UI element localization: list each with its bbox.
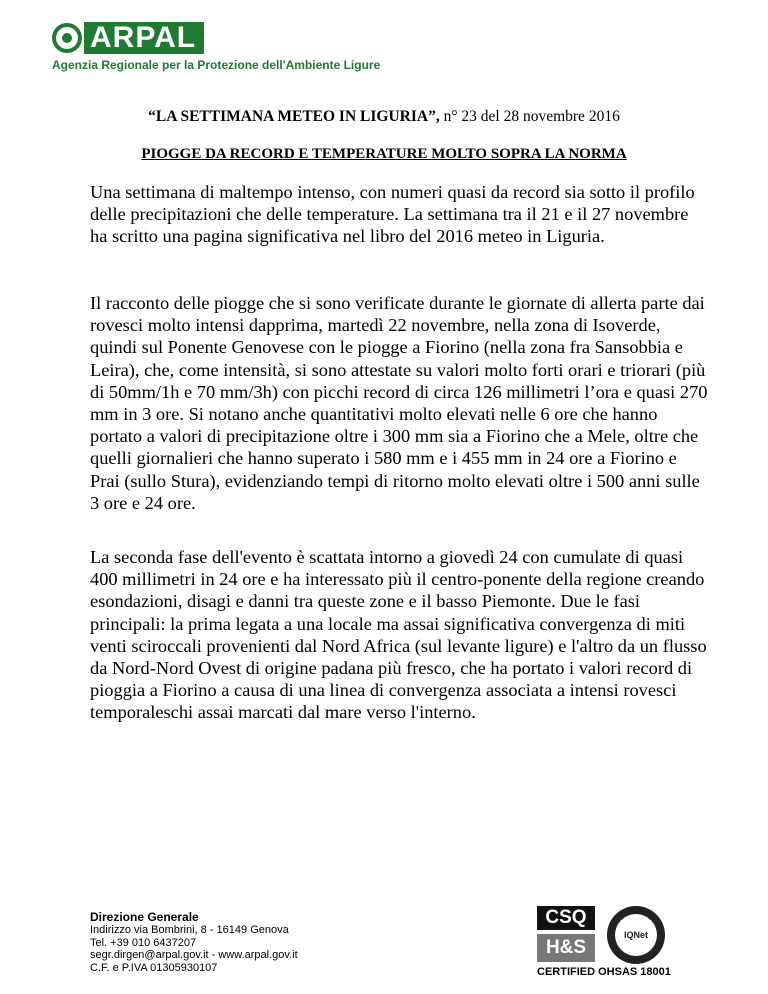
bulletin-headline: [0, 108, 768, 126]
footer-phone: Tel. +39 010 6437207: [90, 936, 197, 949]
footer-contacts: [90, 911, 298, 975]
arpal-logo-icon: [52, 23, 82, 53]
bulletin-issue: n° 23 del 28 novembre 2016: [439, 108, 620, 125]
hs-logo: H&S: [537, 934, 595, 962]
bulletin-title: “LA SETTIMANA METEO IN LIGURIA”,: [148, 108, 440, 125]
agency-name: Agenzia Regionale per la Protezione dell'Ambiente Ligure: [52, 58, 381, 72]
footer-department: Direzione Generale: [90, 910, 199, 924]
footer-address: Indirizzo via Bombrini, 8 - 16149 Genova: [90, 923, 289, 936]
paragraph-rainfall: Il racconto delle piogge che si sono verificate durante le giornate di allerta parte dai rovesci molto intensi dapprima, martedì 22 novembre, nella zona di Isoverde, quindi sul Ponente Genovese con le piogge a Fiorino (nella zona fra Sansobbia e Leira), che, come intensità, si sono attestate su valori molto forti orari e triorari (più di 50mm/1h e 70 mm/3h) con picchi record di circa 126 millimetri l’ora e quasi 270 mm in 3 ore. Si notano anche quantitativi molto elevati nelle 6 ore che hanno portato a valori di precipitazione oltre i 300 mm sia a Fiorino che a Mele, oltre che quelli giornalieri che hanno superato i 580 mm e i 455 mm in 24 ore a Fiorino e Prai (sullo Stura), evidenziando tempi di ritorno molto elevati oltre i 500 anni sulle 3 ore e 24 ore.: [90, 293, 708, 513]
paragraph-intro: Una settimana di maltempo intenso, con numeri quasi da record sia sotto il profilo delle precipitazioni che delle temperature. La settimana tra il 21 e il 27 novembre ha scritto una pagina significativa nel libro del 2016 meteo in Liguria.: [90, 182, 695, 247]
iqnet-seal-icon: [607, 906, 665, 964]
footer-email-web: segr.dirgen@arpal.gov.it - www.arpal.gov.it: [90, 949, 298, 962]
logo-wordmark: ARPAL: [84, 22, 204, 54]
csq-logo: CSQ: [537, 906, 595, 930]
certification-logos: [537, 906, 677, 986]
paragraph-second-phase: La seconda fase dell'evento è scattata intorno a giovedì 24 con cumulate di quasi 400 millimetri in 24 ore e ha interessato più il centro-ponente della regione creando esondazioni, disagi e danni tra queste zone e il basso Piemonte. Due le fasi principali: la prima legata a una locale ma assai significativa convergenza di miti venti sciroccali provenienti dal Nord Africa (sul levante ligure) e l'altro da un flusso da Nord-Nord Ovest di origine padana più fresco, che ha portato i valori record di pioggia a Fiorino a causa di una linea di convergenza associata a intensi rovesci temporaleschi assai marcati dal mare verso l'interno.: [90, 547, 707, 723]
footer-tax-id: C.F. e P.IVA 01305930107: [90, 962, 218, 975]
iqnet-seal-label: IQNet: [615, 914, 657, 956]
arpal-logo: [52, 22, 204, 54]
article-subtitle: PIOGGE DA RECORD E TEMPERATURE MOLTO SOPRA LA NORMA: [141, 146, 627, 162]
ohsas-certification-label: CERTIFIED OHSAS 18001: [537, 966, 671, 978]
